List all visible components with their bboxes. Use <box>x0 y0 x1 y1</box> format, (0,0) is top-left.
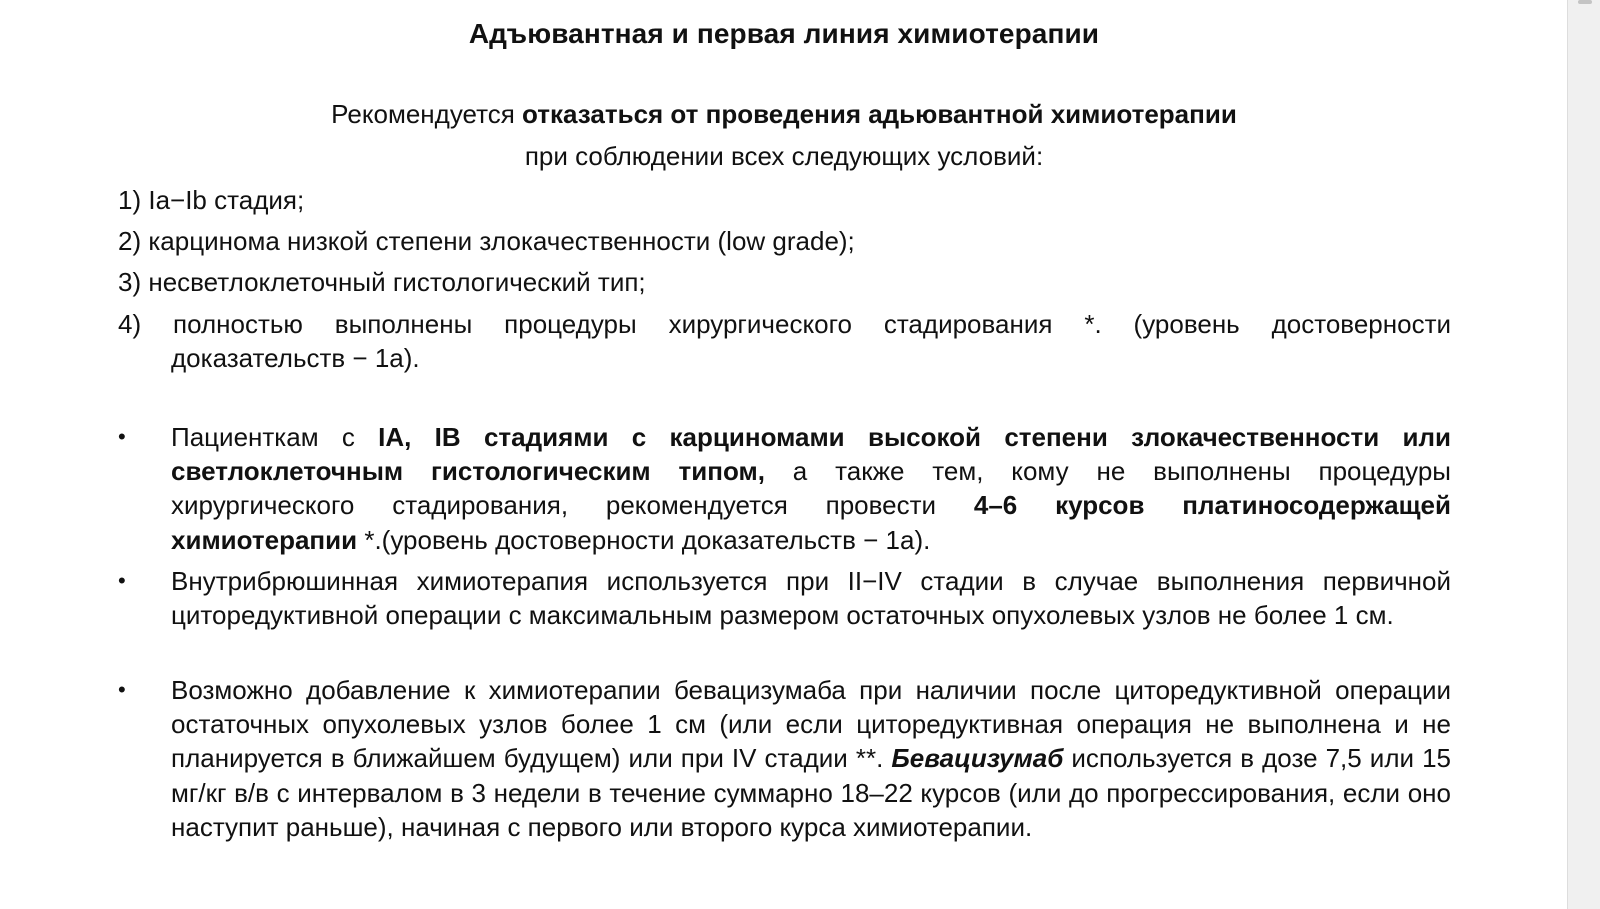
intro-prefix: Рекомендуется <box>331 99 523 129</box>
condition-4-continuation: доказательств − 1a). <box>171 343 420 373</box>
intro-line-2: при соблюдении всех следующих условий: <box>524 141 1044 171</box>
bullet-text <box>171 673 1451 844</box>
bullet-text-part: *.(уровень достоверности доказательств − 1a). <box>357 524 931 555</box>
intro-bold-recommendation: отказаться от проведения адьювантной химиотерапии <box>522 99 1237 129</box>
scrollbar-thumb[interactable] <box>1578 0 1592 4</box>
bullet-text: Внутрибрюшинная химиотерапия используется при II−IV стадии в случае выполнения первичной циторедуктивной операции с максимальным размером остаточных опухолевых узлов не более 1 см. <box>171 566 1451 631</box>
bullet-bold-part: 4–6 курсов платиносодержащей химиотерапии <box>171 490 1451 555</box>
bullet-bold-part: IA, IB стадиями с карциномами высокой степени злокачественности или светлоклеточным гистологическим типом, <box>171 422 1451 487</box>
bullet-marker: • <box>118 568 126 593</box>
bullet-marker: • <box>118 677 126 702</box>
page-title: Адъювантная и первая линия химиотерапии <box>468 18 1100 49</box>
bullet-text-part: Возможно добавление к химиотерапии бевацизумаба при наличии после циторедуктивной операции остаточных опухолевых узлов более 1 см (или если циторедуктивная операция не выполнена и не планируется в ближайшем будущем) или при IV стадии **. <box>171 675 1451 774</box>
condition-2: 2) карцинома низкой степени злокачественности (low grade); <box>118 226 855 256</box>
bullet-text-part: Пациенткам с <box>171 422 379 452</box>
condition-3: 3) несветлоклеточный гистологический тип; <box>118 267 646 297</box>
bullet-text-part: а также тем, кому не выполнены процедуры хирургического стадирования, рекомендуется провести <box>171 456 1451 521</box>
intro-line-1 <box>0 99 1568 130</box>
condition-4: 4) полностью выполнены процедуры хирургического стадирования *. (уровень достоверности <box>118 309 1451 339</box>
condition-1: 1) Ia−Ib стадия; <box>118 185 305 215</box>
vertical-scrollbar[interactable] <box>1567 0 1600 909</box>
bullet-text-part: используется в дозе 7,5 или 15 мг/кг в/в с интервалом в 3 недели в течение суммарно 18–22 курсов (или до прогрессирования, если оно наступит раньше), начиная с первого или второго курса химиотерапии. <box>171 743 1451 842</box>
bullet-marker: • <box>118 424 126 449</box>
bullet-text <box>171 420 1451 557</box>
bullet-bold-italic-part: Бевацизумаб <box>891 743 1064 774</box>
